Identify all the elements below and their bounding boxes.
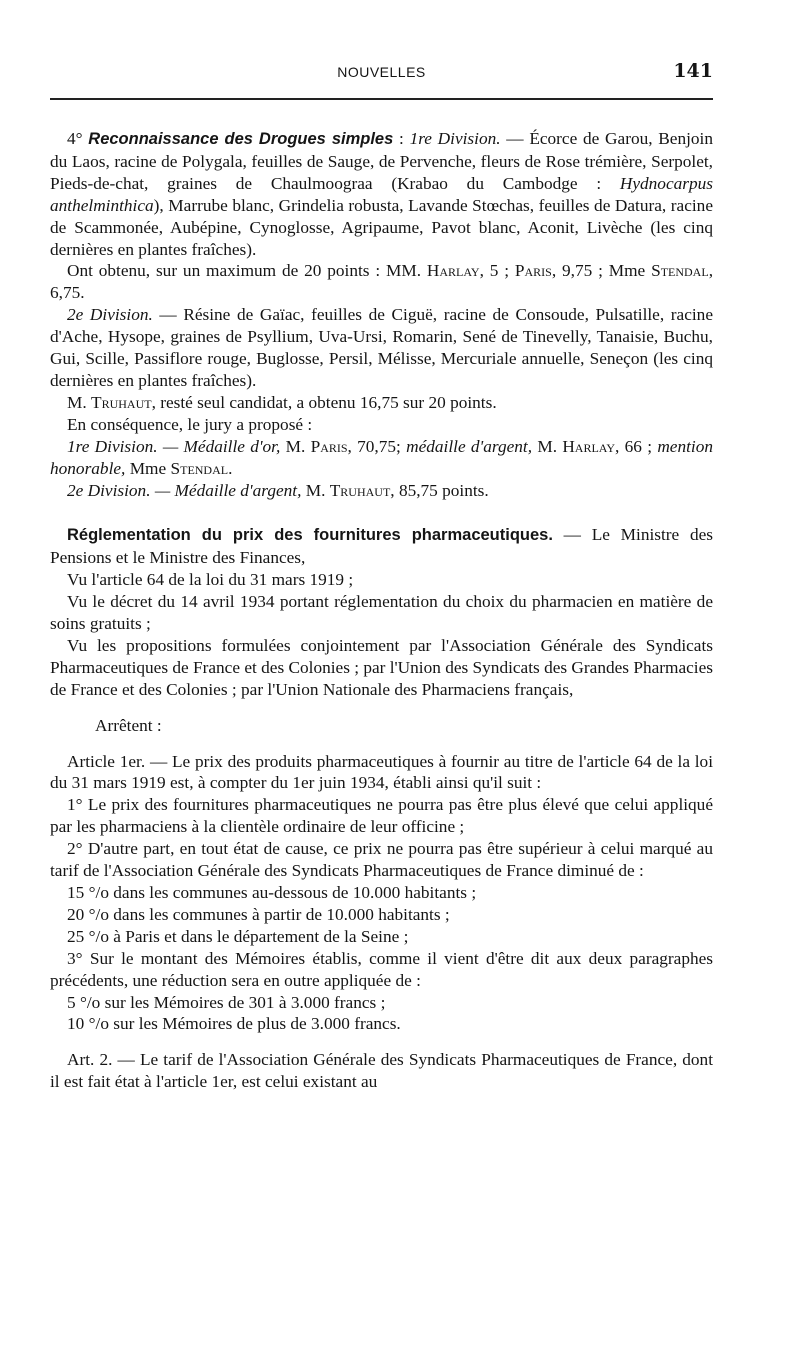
rate-20: 20 °/o dans les communes à partir de 10.000 habitants ; bbox=[67, 904, 450, 924]
paragraph-second-division-results bbox=[50, 392, 713, 414]
drug-list-part-a: — Écorce de Garou, Benjoin du Laos, racine de Polygala, feuilles de Sauge, de Pervenche, fleurs de Rose trémière, Serpolet, Pieds-de-chat, graines de Chaulmoograa (Krabao du Cambodge : bbox=[50, 129, 713, 193]
division-label: 2e Division. bbox=[67, 305, 153, 325]
provision-3: 3° Sur le montant des Mémoires établis, comme il vient d'être dit aux deux paragraphes précédents, une réduction sera en outre appliquée de : bbox=[50, 948, 713, 990]
text-run: . bbox=[228, 458, 233, 478]
award-label: 1re Division. — Médaille d'or, bbox=[67, 436, 281, 456]
paragraph-first-division bbox=[50, 128, 713, 260]
section-gap bbox=[50, 501, 713, 524]
page-number: 141 bbox=[673, 60, 713, 82]
spacer bbox=[50, 701, 713, 715]
text-run: M. bbox=[280, 436, 311, 456]
name-stendal: Stendal bbox=[170, 458, 229, 478]
item-number: 4° bbox=[67, 129, 89, 148]
article-2: Art. 2. — Le tarif de l'Association Générale des Syndicats Pharmaceutiques de France, dont il est fait état à l'article 1er, est celui existant au bbox=[50, 1050, 713, 1092]
text-run: , 70,75; bbox=[347, 436, 407, 456]
header-rule bbox=[50, 98, 713, 100]
text-run: , 85,75 points. bbox=[390, 480, 489, 500]
provision-2: 2° D'autre part, en tout état de cause, ce prix ne pourra pas être supérieur à celui marqué au tarif de l'Association Générale des Syndicats Pharmaceutiques de France diminué de : bbox=[50, 839, 713, 881]
text-run: M. bbox=[532, 436, 563, 456]
paragraph-second-division-awards bbox=[50, 480, 713, 502]
separator: : bbox=[393, 129, 410, 148]
name-truhaut: Truhaut bbox=[91, 392, 152, 412]
vu-decret: Vu le décret du 14 avril 1934 portant réglementation du choix du pharmacien en matière de soins gratuits ; bbox=[50, 592, 713, 634]
vu-article-64: Vu l'article 64 de la loi du 31 mars 1919 ; bbox=[67, 570, 354, 590]
award-label: 2e Division. — Médaille d'argent, bbox=[67, 480, 302, 500]
provision-1: 1° Le prix des fournitures pharmaceutiques ne pourra pas être plus élevé que celui appliqué par les pharmaciens à la clientèle ordinaire de leur officine ; bbox=[50, 795, 713, 837]
name-paris: Paris bbox=[310, 436, 348, 456]
article-1: Article 1er. — Le prix des produits pharmaceutiques à fournir au titre de l'article 64 de la loi du 31 mars 1919 est, à compter du 1er juin 1934, établi ainsi qu'il suit : bbox=[50, 751, 713, 793]
latin-name: Hydnocarpus anthelminthica bbox=[50, 173, 713, 215]
rate-15: 15 °/o dans les communes au-dessous de 10.000 habitants ; bbox=[67, 883, 477, 902]
regulation-intro bbox=[50, 524, 713, 569]
subsection-title: Reconnaissance des Drogues simples bbox=[88, 130, 394, 148]
award-label: médaille d'argent, bbox=[406, 436, 533, 456]
text-run: , 5 ; bbox=[479, 261, 515, 281]
text-run: , 6,75. bbox=[50, 261, 714, 303]
name-paris: Paris bbox=[514, 261, 552, 281]
paragraph-first-division-awards bbox=[50, 436, 713, 480]
text-run: Ont obtenu, sur un maximum de 20 points : MM. bbox=[67, 261, 427, 281]
text-run: , 9,75 ; Mme bbox=[551, 261, 652, 281]
drug-list: — Résine de Gaïac, feuilles de Ciguë, racine de Consoude, Pulsatille, racine d'Ache, Hysope, graines de Psyllium, Uva-Ursi, Romarin, Sené de Tinevelly, Tanaisie, Buchu, Gui, Scille, Passiflore rouge, Buglosse, Persil, Mélisse, Mercuriale annuelle, Seneçon (les cinq dernières en plantes fraîches). bbox=[50, 305, 713, 390]
spacer bbox=[50, 1035, 713, 1049]
reduction-5: 5 °/o sur les Mémoires de 301 à 3.000 francs ; bbox=[67, 992, 386, 1012]
text-run: M. bbox=[67, 392, 92, 412]
section-title: Réglementation du prix des fournitures pharmaceutiques. bbox=[67, 526, 553, 545]
name-stendal: Stendal bbox=[651, 261, 709, 281]
page-header bbox=[50, 60, 713, 88]
drug-list-part-b: ), Marrube blanc, Grindelia robusta, Lavande Stœchas, feuilles de Datura, racine de Scammonée, Aubépine, Cynoglosse, Agripaume, Pavot blanc, Aconit, Livèche (les cinq dernières en plantes fraîches). bbox=[50, 195, 713, 259]
vu-propositions: Vu les propositions formulées conjointement par l'Association Générale des Syndicats Pharmaceutiques de France et des Colonies ; par l'Union des Syndicats des Grandes Pharmacies de France et des Colonies ; par l'Union Nationale des Pharmaciens français, bbox=[50, 635, 713, 699]
name-truhaut: Truhaut bbox=[329, 480, 391, 500]
award-label: mention honorable, bbox=[50, 436, 713, 478]
division-label: 1re Division. bbox=[409, 129, 501, 148]
document-page bbox=[50, 60, 713, 1093]
paragraph-first-division-results bbox=[50, 260, 713, 304]
text-run: , 66 ; bbox=[615, 436, 658, 456]
text-run: , resté seul candidat, a obtenu 16,75 sur 20 points. bbox=[151, 392, 497, 412]
rate-25: 25 °/o à Paris et dans le département de la Seine ; bbox=[67, 926, 409, 946]
paragraph-jury-proposal: En conséquence, le jury a proposé : bbox=[67, 414, 313, 434]
paragraph-second-division bbox=[50, 304, 713, 392]
text-run: M. bbox=[301, 480, 330, 500]
text-run: — Le Ministre des Pensions et le Ministre des Finances, bbox=[50, 525, 713, 568]
spacer bbox=[50, 737, 713, 751]
name-harlay: Harlay bbox=[562, 436, 616, 456]
text-run: Mme bbox=[125, 458, 171, 478]
running-title: NOUVELLES bbox=[337, 64, 426, 80]
section-drug-recognition bbox=[50, 128, 713, 501]
arretent: Arrêtent : bbox=[95, 715, 162, 735]
name-harlay: Harlay bbox=[426, 261, 480, 281]
reduction-10: 10 °/o sur les Mémoires de plus de 3.000 francs. bbox=[67, 1014, 401, 1034]
section-price-regulation bbox=[50, 524, 713, 1093]
